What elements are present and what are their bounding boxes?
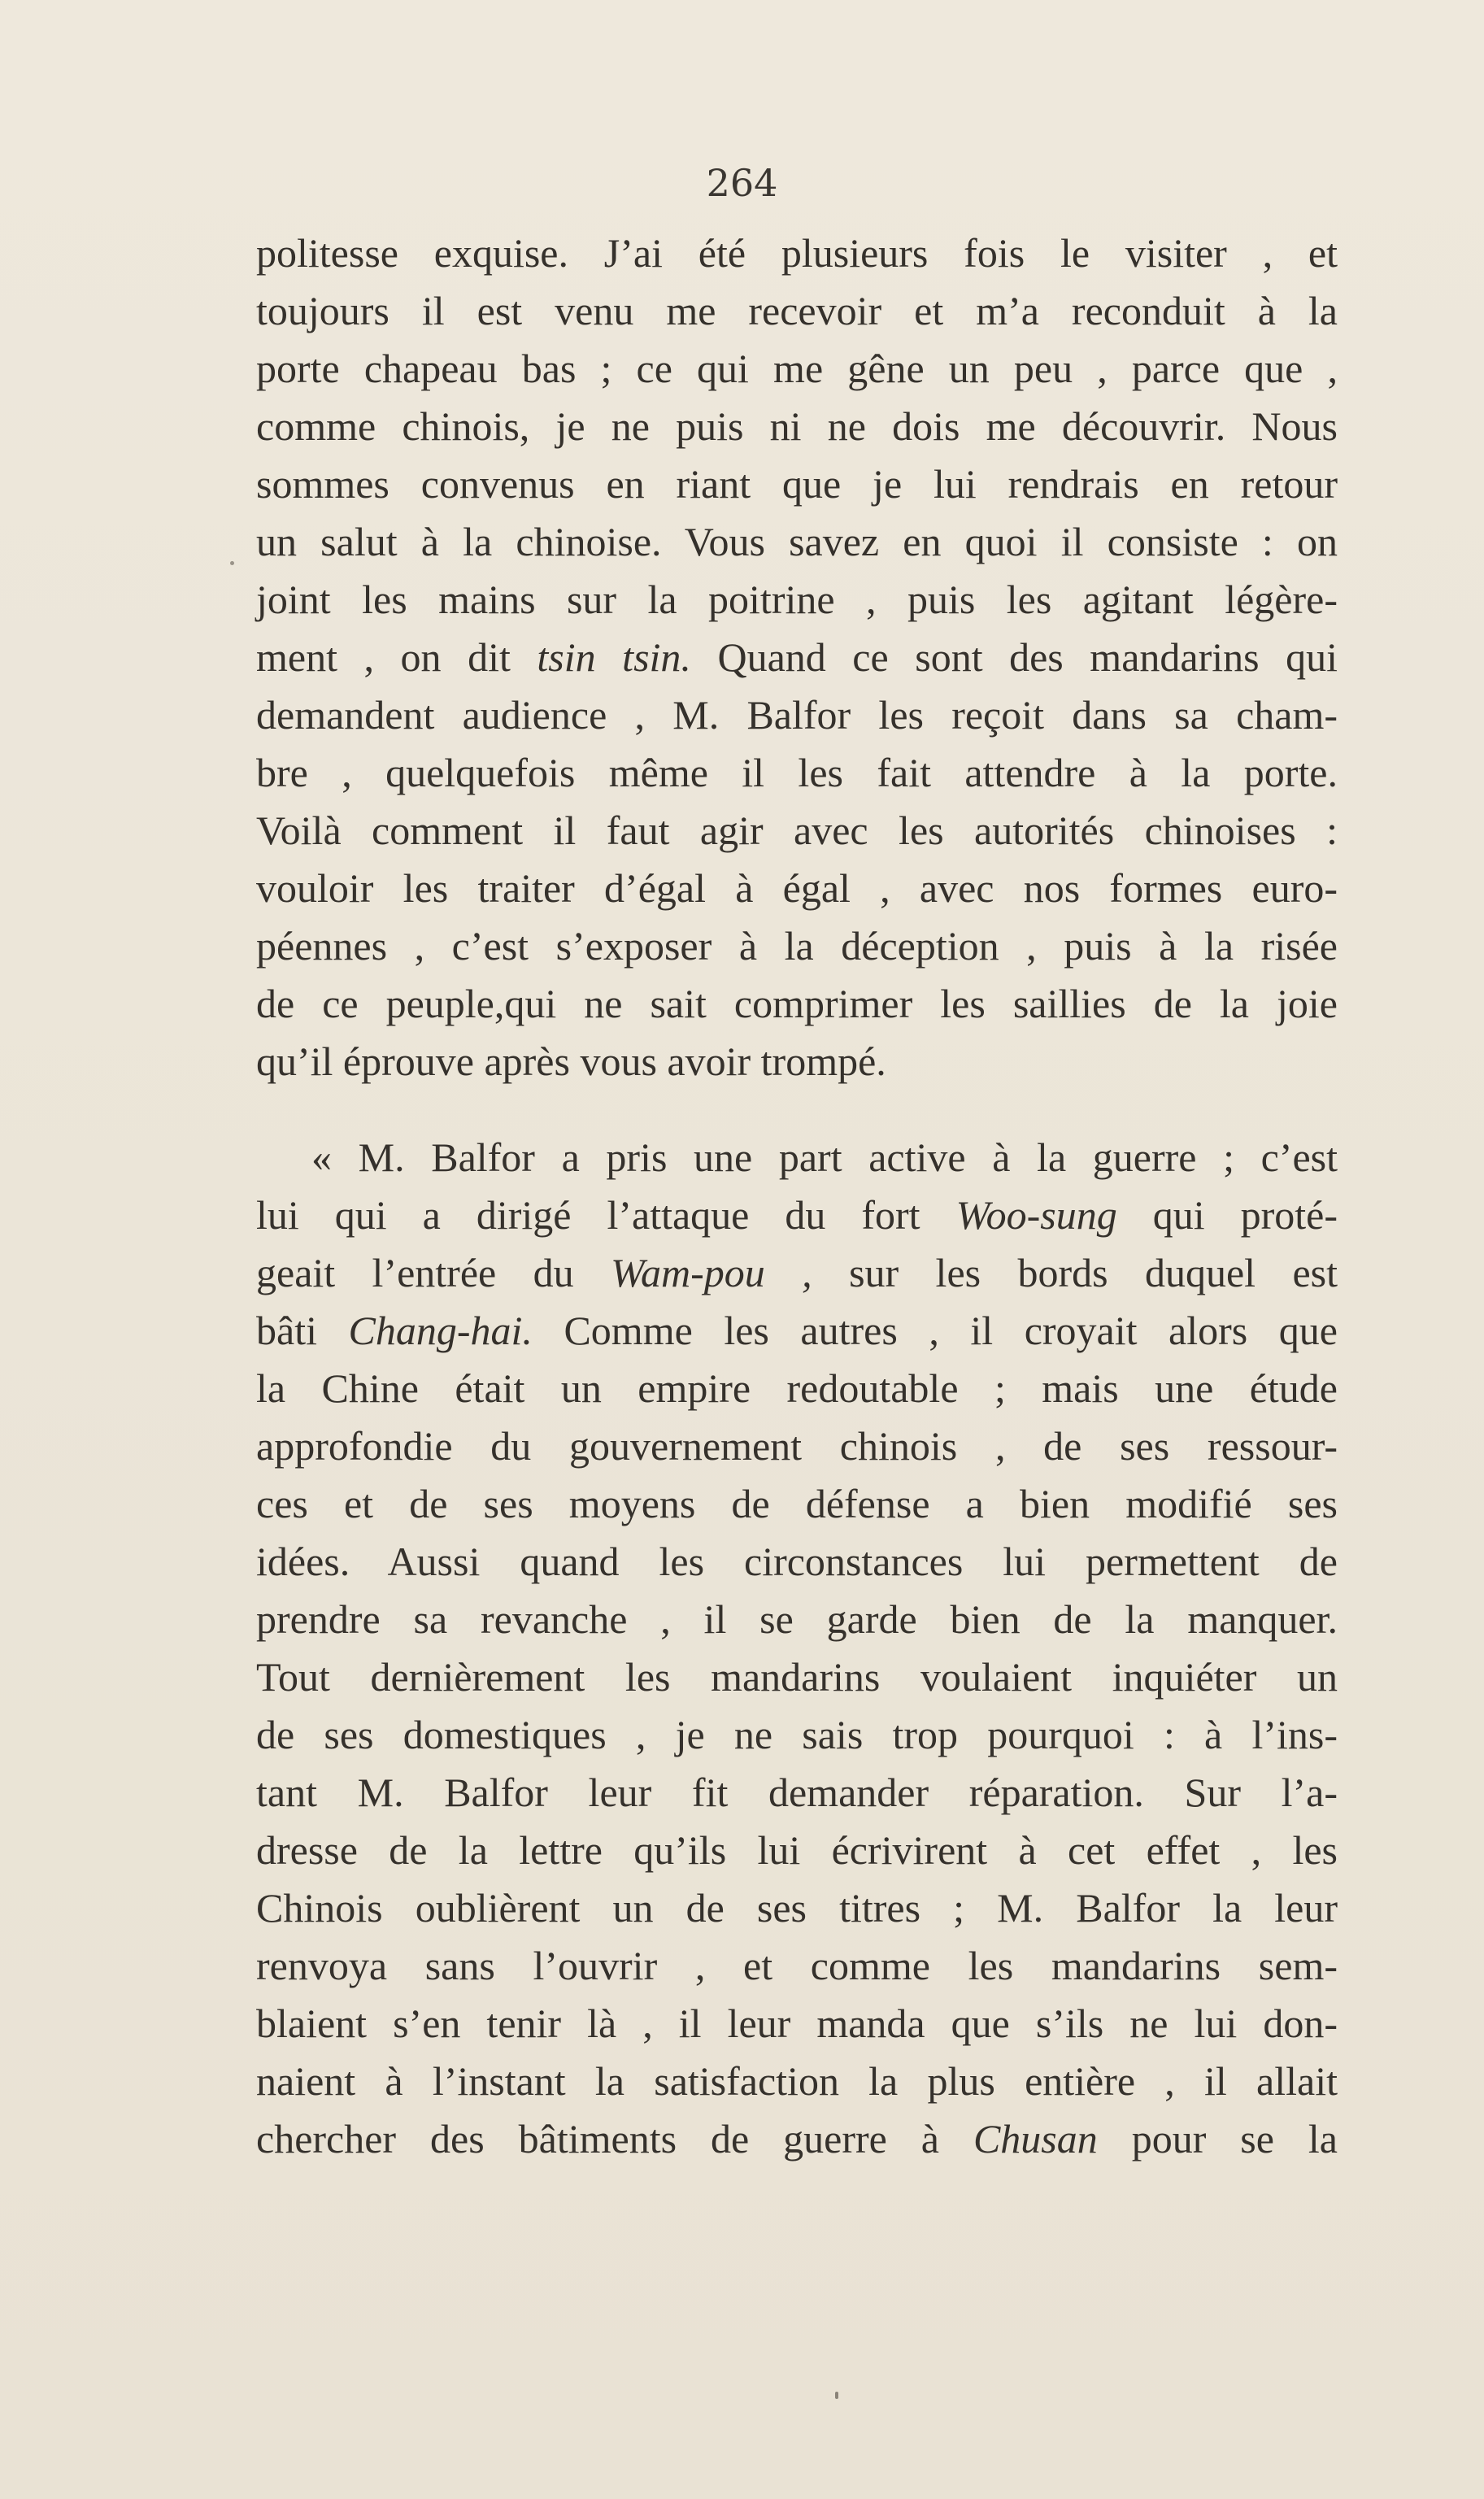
text-line: approfondie du gouvernement chinois , de ses ressour- bbox=[256, 1423, 1338, 1469]
text-line: de ce peuple,qui ne sait comprimer les saillies de la joie bbox=[256, 981, 1338, 1026]
text-line bbox=[256, 1302, 1338, 1360]
text-line: un salut à la chinoise. Vous savez en quoi il consiste : on bbox=[256, 519, 1338, 564]
text-line: ces et de ses moyens de défense a bien modifié ses bbox=[256, 1481, 1338, 1526]
text-run: ment , on dit bbox=[256, 634, 537, 680]
text-line: Voilà comment il faut agir avec les autorités chinoises : bbox=[256, 808, 1338, 853]
text-run: chercher des bâtiments de guerre à bbox=[256, 2116, 973, 2162]
italic-term: tsin tsin. bbox=[537, 634, 691, 680]
text-line: péennes , c’est s’exposer à la déception , puis à la risée bbox=[256, 923, 1338, 969]
paragraph-gap bbox=[256, 1091, 1338, 1129]
text-line: joint les mains sur la poitrine , puis les agitant légère- bbox=[256, 577, 1338, 622]
page-text bbox=[256, 224, 1338, 2168]
text-line: sommes convenus en riant que je lui rendrais en retour bbox=[256, 461, 1338, 507]
text-line: vouloir les traiter d’égal à égal , avec nos formes euro- bbox=[256, 865, 1338, 911]
text-line: prendre sa revanche , il se garde bien de la manquer. bbox=[256, 1596, 1338, 1642]
text-line: qu’il éprouve après vous avoir trompé. bbox=[256, 1038, 886, 1084]
text-line bbox=[256, 1186, 1338, 1244]
text-run: Comme les autres , il croyait alors que bbox=[532, 1308, 1338, 1353]
text-run: qui proté- bbox=[1116, 1192, 1338, 1238]
text-run: sur les bords duquel est bbox=[812, 1250, 1338, 1295]
text-line bbox=[256, 1244, 1338, 1302]
text-line: bre , quelquefois même il les fait attendre à la porte. bbox=[256, 750, 1338, 795]
text-run: pour se la bbox=[1097, 2116, 1338, 2162]
text-line: politesse exquise. J’ai été plusieurs fois le visiter , et bbox=[256, 230, 1338, 276]
text-line: demandent audience , M. Balfor les reçoit dans sa cham- bbox=[256, 692, 1338, 738]
text-run: lui qui a dirigé l’attaque du fort bbox=[256, 1192, 956, 1238]
text-line: comme chinois, je ne puis ni ne dois me découvrir. Nous bbox=[256, 403, 1338, 449]
paper-speck bbox=[835, 2392, 838, 2399]
italic-term: Woo-sung bbox=[955, 1192, 1117, 1238]
text-line: « M. Balfor a pris une part active à la guerre ; c’est bbox=[311, 1134, 1338, 1180]
text-line: blaient s’en tenir là , il leur manda que s’ils ne lui don- bbox=[256, 2001, 1338, 2046]
paper-speck bbox=[230, 561, 234, 565]
italic-term: Chusan bbox=[973, 2116, 1098, 2162]
text-line: porte chapeau bas ; ce qui me gêne un peu , parce que , bbox=[256, 346, 1338, 391]
text-run: bâti bbox=[256, 1308, 349, 1353]
italic-term: Wam-pou , bbox=[610, 1250, 812, 1295]
text-line: de ses domestiques , je ne sais trop pourquoi : à l’ins- bbox=[256, 1712, 1338, 1757]
text-line: dresse de la lettre qu’ils lui écrivirent à cet effet , les bbox=[256, 1827, 1338, 1873]
text-run: Quand ce sont des mandarins qui bbox=[690, 634, 1338, 680]
text-line: toujours il est venu me recevoir et m’a reconduit à la bbox=[256, 288, 1338, 333]
italic-term: Chang-hai. bbox=[348, 1308, 533, 1353]
text-line: idées. Aussi quand les circonstances lui permettent de bbox=[256, 1539, 1338, 1584]
text-line: la Chine était un empire redoutable ; mais une étude bbox=[256, 1365, 1338, 1411]
text-line: Tout dernièrement les mandarins voulaient inquiéter un bbox=[256, 1654, 1338, 1700]
text-line: Chinois oublièrent un de ses titres ; M. Balfor la leur bbox=[256, 1885, 1338, 1931]
text-run: geait l’entrée du bbox=[256, 1250, 611, 1295]
text-line: naient à l’instant la satisfaction la plus entière , il allait bbox=[256, 2058, 1338, 2104]
text-line: renvoya sans l’ouvrir , et comme les mandarins sem- bbox=[256, 1943, 1338, 1988]
text-line bbox=[256, 2110, 1338, 2168]
text-line bbox=[256, 629, 1338, 686]
page-number: 264 bbox=[706, 161, 778, 205]
text-line: tant M. Balfor leur fit demander réparation. Sur l’a- bbox=[256, 1770, 1338, 1815]
